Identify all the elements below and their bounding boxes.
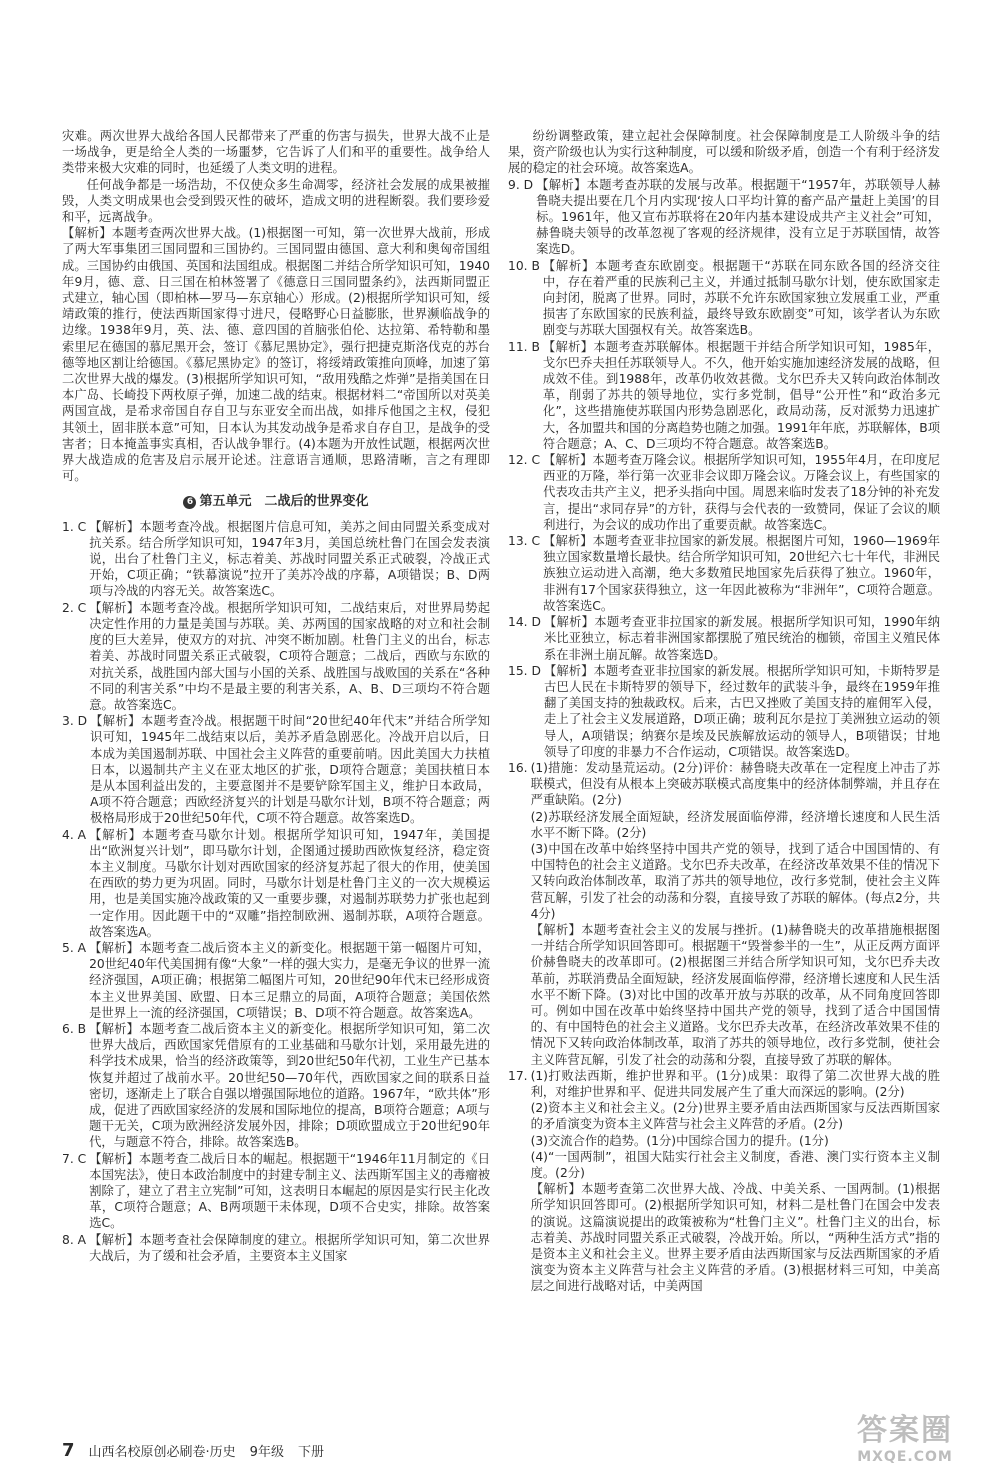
answer-text: 【解析】本题考查冷战。根据题干时间“20世纪40年代末”并结合所学知识可知，1945年二战结束以后，美苏矛盾急剧恶化。冷战开启以后，日本成为美国遏制苏联、中国社会主义阵营的重要前哨。因此美国大力扶植日本，以遏制共产主义在亚太地区的扩张，D项符合题意；美国扶植日本是从本国利益出发的，主要意图并不是要铲除军国主义，维护日本政局，A项不符合题意；西欧经济复兴的计划是马歇尔计划，B项不符合题意；两极格局形成于20世纪50年代，C项不符合题意。故答案选D。	[90, 714, 490, 826]
watermark-url: MXQE.COM	[857, 1449, 953, 1465]
answer-number: 17.	[508, 1068, 528, 1083]
answer-text: (1)打败法西斯，维护世界和平。(1分)成果：取得了第二次世界大战的胜利，对维护世界和平、促进共同发展产生了重大而深远的影响。(2分) (2)资本主义和社会主义。(2分)世界主要矛盾由法西斯国家与反法西斯国家的矛盾演变为资本主义阵营与社会主义阵营的矛盾。(2分) (3)交流合作的趋势。(1分)中国综合国力的提升。(1分) (4)“一国两制”，祖国大陆实行社会主义制度，香港、澳门实行资本主义制度。(2分) 【解析】本题考查第二次世界大战、冷战、中美关系、一国两制。(1)根据所学知识回答即可。(2)根据所学知识可知，材料二是杜鲁门在国会中发表的演说。这篇演说提出的政策被称为“杜鲁门主义”。杜鲁门主义的出台，标志着美、苏战时同盟关系正式破裂，冷战开始。所以，“两种生活方式”指的是资本主义和社会主义。世界主要矛盾由法西斯国家与反法西斯国家的矛盾演变为资本主义阵营与社会主义阵营的矛盾。(3)根据材料三可知，中美高层之间进行战略对话，中美两国	[530, 1068, 940, 1294]
answer-text: 【解析】本题考查苏联解体。根据题干并结合所学知识可知，1985年，戈尔巴乔夫担任苏联领导人。不久，他开始实施加速经济发展的战略，但成效不佳。到1988年，改革仍收效甚微。戈尔巴乔夫又转向政治体制改革，削弱了苏共的领导地位，实行多党制，倡导“公开性”和“政治多元化”，这些措施使苏联国内形势急剧恶化，政局动荡，反对派势力迅速扩大，各加盟共和国的分离趋势也随之加强。1991年年底，苏联解体，B项符合题意；A、C、D三项均不符合题意。故答案选B。	[542, 339, 940, 451]
answer-number: 13. C	[508, 534, 541, 549]
intro-paragraph: 灾难。两次世界大战给各国人民都带来了严重的伤害与损失，世界大战不止是一场战争，更是给全人类的一场噩梦，它告诉了人们和平的重要性。战争给人类带来极大灾难的同时，也延缓了人类文明的进程。	[62, 129, 490, 176]
answer-text: 【解析】本题考查二战后资本主义的新变化。根据所学知识可知，第二次世界大战后，西欧国家凭借原有的工业基础和马歇尔计划，采用最先进的科学技术成果，恰当的经济政策等，到20世纪50年代初，工业生产已基本恢复并超过了战前水平。20世纪50—70年代，西欧国家之间的联系日益密切，逐渐走上了联合自强以增强国际地位的道路。1967年，“欧共体”形成，促进了西欧国家经济的发展和国际地位的提高，B项符合题意；A项与题干无关，C项为欧洲经济发展外因，排除；D项欧盟成立于20世纪90年代，与题意不符合，排除。故答案选B。	[89, 1021, 490, 1150]
answer-text: 【解析】本题考查冷战。根据图片信息可知，美苏之间由同盟关系变成对抗关系。结合所学知识可知，1947年3月，美国总统杜鲁门在国会发表演说，出台了杜鲁门主义，标志着美、苏战时同盟关系正式破裂，冷战正式开始，C项正确；“铁幕演说”拉开了美苏冷战的序幕，A项错误；B、D两项与冷战的内容无关。故答案选C。	[89, 519, 490, 599]
page-footer	[62, 1440, 942, 1461]
answer-item	[508, 1068, 940, 1295]
right-column	[508, 128, 940, 1295]
answer-item	[508, 258, 940, 339]
unit-title: 第五单元 二战后的世界变化	[199, 494, 369, 510]
page-number: 7	[62, 1440, 75, 1461]
answer-item	[508, 339, 940, 452]
answer-item	[62, 600, 490, 713]
answer-item	[62, 519, 490, 600]
answer-number: 5. A	[62, 940, 87, 955]
grade-label: 9年级	[249, 1445, 284, 1460]
answer-item	[508, 533, 940, 614]
answer-number: 3. D	[62, 714, 88, 729]
answer-number: 7. C	[62, 1151, 87, 1166]
answer-text: 【解析】本题考查亚非拉国家的新发展。根据所学知识可知，1990年纳米比亚独立，标志着非洲国家都摆脱了殖民统治的枷锁，帝国主义殖民体系在非洲土崩瓦解。故答案选D。	[543, 615, 940, 662]
answer-text: 【解析】本题考查冷战。根据所学知识可知，二战结束后，对世界局势起决定性作用的力量是美国与苏联。美、苏两国的国家战略的对立和社会制度的巨大差异，使双方的对抗、冲突不断加剧。杜鲁门主义的出台，标志着美、苏战时同盟关系正式破裂，C项符合题意；二战后，西欧与东欧的对抗关系，战胜国内部大国与小国的关系、战胜国与战败国的关系在“各种不同的利害关系”中均不是最主要的利害关系，A、B、D三项均不符合题意。故答案选C。	[89, 600, 490, 712]
answer-number: 14. D	[508, 615, 541, 630]
continued-paragraph: 纷纷调整政策，建立起社会保障制度。社会保障制度是工人阶级斗争的结果，资产阶级也认为实行这种制度，可以缓和阶级矛盾，创造一个有利于经济发展的稳定的社会环境。故答案选A。	[508, 129, 940, 176]
answer-number: 15. D	[508, 663, 541, 678]
answer-text: 【解析】本题考查苏联的发展与改革。根据题干“1957年，苏联领导人赫鲁晓夫提出要在几个月内实现‘按人口平均计算的畜产品产量赶上美国’的目标。1961年，他又宣布苏联将在20年内基本建设成共产主义社会”可知，赫鲁晓夫领导的改革忽视了客观的经济规律，没有立足于苏联国情，故答案选D。	[536, 177, 940, 257]
answer-text: (1)措施：发动垦荒运动。(2分)评价：赫鲁晓夫改革在一定程度上冲击了苏联模式，但没有从根本上突破苏联模式高度集中的经济体制弊端，并且存在严重缺陷。(2分) (2)苏联经济发展全面短缺，经济发展面临停滞，经济增长速度和人民生活水平不断下降。(2分) (3)中国在改革中始终坚持中国共产党的领导，找到了适合中国国情的、有中国特色的社会主义道路。戈尔巴乔夫改革，在经济改革效果不佳的情况下又转向政治体制改革，取消了苏共的领导地位，改行多党制，使社会主义阵营瓦解，引发了社会的动荡和分裂，直接导致了苏联的解体。(每点2分，共4分) 【解析】本题考查社会主义的发展与挫折。(1)赫鲁晓夫的改革措施根据图一并结合所学知识回答即可。根据题干“毁誉参半的一生”，从正反两方面评价赫鲁晓夫的改革即可。(2)根据图三并结合所学知识可知，戈尔巴乔夫改革前，苏联消费品全面短缺，经济发展面临停滞，经济增长速度和人民生活水平不断下降。(3)对比中国的改革开放与苏联的改革，从不同角度回答即可。例如中国在改革中始终坚持中国共产党的领导，找到了适合中国国情的、有中国特色的社会主义道路。戈尔巴乔夫改革，在经济改革效果不佳的情况下又转向政治体制改革，取消了苏共的领导地位，改行多党制，使社会主义阵营瓦解，引发了社会的动荡和分裂，直接导致了苏联的解体。	[530, 760, 940, 1067]
answer-number: 2. C	[62, 600, 87, 615]
unit-number-icon: 6	[183, 496, 196, 509]
answer-item	[62, 713, 490, 826]
answer-number: 10. B	[508, 258, 540, 273]
answer-item	[508, 663, 940, 760]
term-label: 下册	[297, 1445, 324, 1460]
answer-number: 8. A	[62, 1232, 87, 1247]
answer-text: 【解析】本题考查社会保障制度的建立。根据所学知识可知，第二次世界大战后，为了缓和社会矛盾，主要资本主义国家	[89, 1232, 490, 1263]
answer-number: 9. D	[508, 177, 534, 192]
answer-text: 【解析】本题考查马歇尔计划。根据所学知识可知，1947年，美国提出“欧洲复兴计划”，即马歇尔计划，企图通过援助西欧恢复经济，稳定资本主义制度。马歇尔计划对西欧国家的经济复苏起了很大的作用，使美国在西欧的势力更为巩固。同时，马歇尔计划是杜鲁门主义的一次大规模运用，也是美国实施冷战政策的又一重要步骤，对遏制苏联势力扩张也起到一定作用。因此题干中的“双雕”指控制欧洲、遏制苏联，A项符合题意。故答案选A。	[89, 827, 490, 939]
answer-item	[62, 940, 490, 1021]
answer-item	[508, 177, 940, 258]
answer-text: 【解析】本题考查二战后日本的崛起。根据题干“1946年11月制定的《日本国宪法》，使日本政治制度中的封建专制主义、法西斯军国主义的毒瘤被割除了，建立了君主立宪制”可知，这表明日本崛起的原因是实行民主化改革，C项符合题意；A、B两项题干未体现，D项不合史实，排除。故答案选C。	[89, 1151, 490, 1231]
answer-number: 6. B	[62, 1021, 87, 1036]
answer-number: 4. A	[62, 827, 87, 842]
answer-text: 【解析】本题考查亚非拉国家的新发展。根据所学知识可知，卡斯特罗是古巴人民在卡斯特罗的领导下，经过数年的武装斗争，最终在1959年推翻了美国支持的独裁政权。后来，古巴又挫败了美国支持的雇佣军入侵，走上了社会主义发展道路，D项正确；玻利瓦尔是拉丁美洲独立运动的领导人，A项错误；纳赛尔是埃及民族解放运动的领导人，B项错误；甘地领导了印度的非暴力不合作运动，C项错误。故答案选D。	[543, 663, 940, 759]
answer-text: 【解析】本题考查亚非拉国家的新发展。根据图片可知，1960—1969年独立国家数量增长最快。结合所学知识可知，20世纪六七十年代，非洲民族独立运动进入高潮，绝大多数殖民地国家先后获得了独立。1960年，非洲有17个国家获得独立，这一年因此被称为“非洲年”，C项符合题意。故答案选C。	[543, 534, 940, 613]
answer-list-right	[508, 177, 940, 1295]
answer-number: 1. C	[62, 519, 87, 534]
left-column	[62, 128, 490, 1264]
answer-number: 12. C	[508, 453, 541, 468]
answer-item	[62, 1232, 490, 1264]
answer-text: 【解析】本题考查万隆会议。根据所学知识可知，1955年4月，在印度尼西亚的万隆，举行第一次亚非会议即万隆会议。万隆会议上，有些国家的代表攻击共产主义，把矛头指向中国。周恩来临时发表了18分钟的补充发言，提出“求同存异”的方针，获得与会代表的一致赞同，保证了会议的顺利进行，为会议的成功作出了重要贡献。故答案选C。	[543, 453, 940, 532]
answer-number: 16.	[508, 760, 528, 775]
answer-number: 11. B	[508, 339, 540, 354]
unit-header	[62, 494, 490, 510]
intro-paragraph-2: 任何战争都是一场浩劫，不仅使众多生命凋零，经济社会发展的成果被摧毁，人类文明成果也会受到毁灭性的破坏，造成文明的进程断裂。我们要珍爱和平，远离战争。	[62, 177, 490, 225]
answer-text: 【解析】本题考查东欧剧变。根据题干“苏联在同东欧各国的经济交往中，存在着严重的民族利己主义，并通过抵制马歇尔计划，使东欧国家走向封闭，脱离了世界。同时，苏联不允许东欧国家独立发展重工业，严重损害了东欧国家的民族利益，最终导致东欧剧变”可知，该学者认为东欧剧变与苏联大国强权有关。故答案选B。	[542, 258, 940, 338]
book-title: 山西名校原创必刷卷·历史	[88, 1445, 236, 1460]
answer-list-left	[62, 519, 490, 1264]
answer-item	[508, 614, 940, 663]
answer-item	[508, 452, 940, 533]
answer-text: 【解析】本题考查二战后资本主义的新变化。根据题干第一幅图片可知，20世纪40年代美国拥有像“大象”一样的强大实力，是毫无争议的世界一流经济强国，A项正确；根据第二幅图片可知，20世纪90年代末已经形成资本主义世界美国、欧盟、日本三足鼎立的局面，A项符合题意；美国依然是世界上一流的经济强国，C项错误；B、D项不符合题意。故答案选A。	[89, 940, 490, 1020]
watermark-logo: 答案圈	[857, 1413, 953, 1448]
answer-item	[508, 760, 940, 1068]
answer-item	[62, 1151, 490, 1232]
answer-item	[62, 827, 490, 940]
answer-item	[62, 1021, 490, 1151]
watermark	[830, 1405, 980, 1465]
analysis-paragraph: 【解析】本题考查两次世界大战。(1)根据图一可知，第一次世界大战前，形成了两大军事集团三国同盟和三国协约。三国同盟由德国、意大利和奥匈帝国组成。三国协约由俄国、英国和法国组成。根据图二并结合所学知识可知，1940年9月，德、意、日三国在柏林签署了《德意日三国同盟条约》，法西斯同盟正式建立，轴心国（即柏林—罗马—东京轴心）形成。(2)根据所学知识可知，绥靖政策的推行，使法西斯国家得寸进尺，侵略野心日益膨胀，世界濒临战争的边缘。1938年9月，英、法、德、意四国的首脑张伯伦、达拉第、希特勒和墨索里尼在德国的慕尼黑开会，签订《慕尼黑协定》，强行把捷克斯洛伐克的苏台德等地区割让给德国。《慕尼黑协定》的签订，将绥靖政策推向顶峰，加速了第二次世界大战的爆发。(3)根据所学知识可知，“敌用残酷之炸弹”是指美国在日本广岛、长崎投下两枚原子弹，加速二战的结束。根据材料二“帝国所以对英美两国宣战，是希求帝国自存自卫与东亚安全而出战，如排斥他国之主权，侵犯其领土，固非朕本意”可知，日本认为其发动战争是希求自存自卫，是战争的受害者；日本掩盖事实真相，否认战争罪行。(4)本题为开放性试题，根据两次世界大战造成的危害及启示展开论述。注意语言通顺，思路清晰，言之有理即可。	[62, 226, 490, 484]
